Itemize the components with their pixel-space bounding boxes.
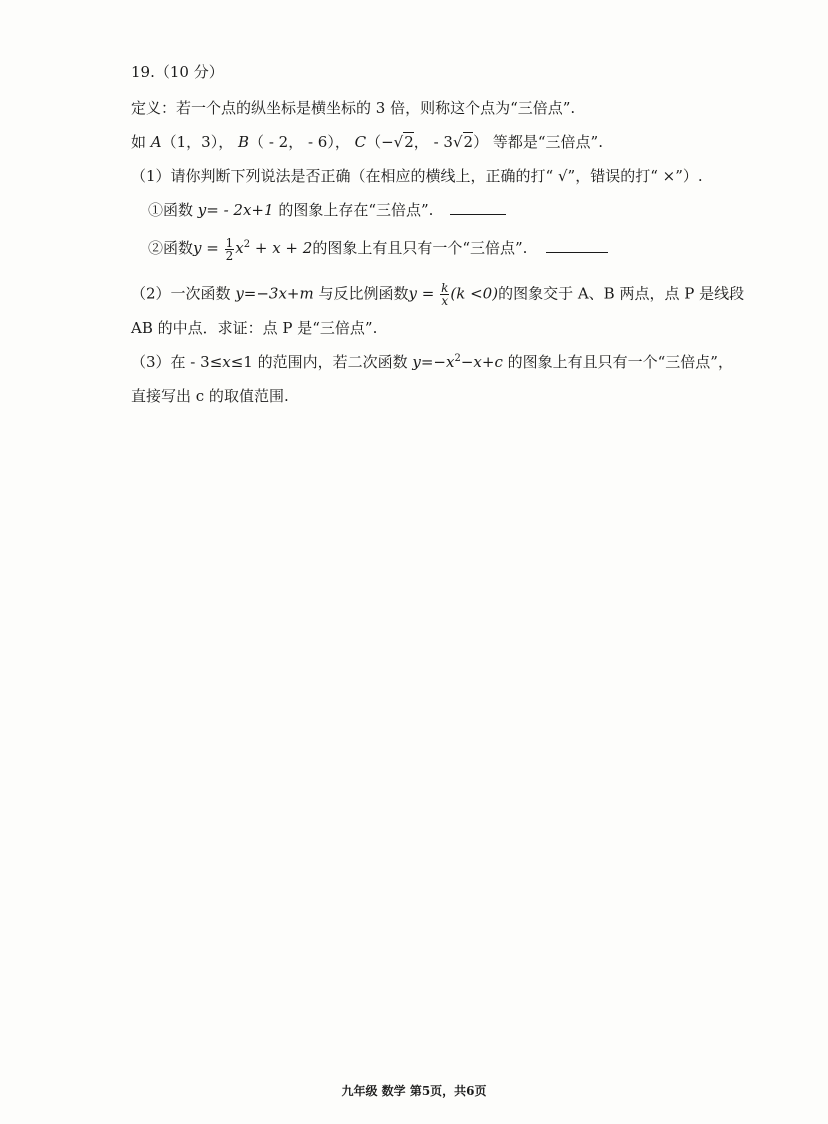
question-number: 19.（10 分） <box>131 63 224 81</box>
part2-frac-den: x <box>441 294 449 308</box>
part2-frac-num: k <box>441 281 449 295</box>
part2-fraction <box>440 282 449 307</box>
point-c-label: C <box>354 133 367 151</box>
part3-expr: y=−x <box>412 353 455 371</box>
part3-exponent: 2 <box>454 353 461 364</box>
answer-blank-1[interactable] <box>450 198 506 215</box>
example-line <box>131 132 603 152</box>
part3-mid: ≤1 的范围内，若二次函数 <box>230 353 413 371</box>
point-c-open: （−√ <box>366 133 404 151</box>
page-footer: 九年级 数学 第5页，共6页 <box>341 1084 487 1098</box>
part2-mid: 与反比例函数 <box>313 284 409 303</box>
point-c-radicand-1: 2 <box>404 133 414 151</box>
example-prefix: 如 <box>131 133 147 151</box>
part2-line1 <box>131 282 744 307</box>
part3-line1 <box>131 352 733 372</box>
item2-frac-num: 1 <box>225 235 234 250</box>
item2-prefix: ②函数 <box>148 239 194 257</box>
item2-exponent: 2 <box>243 239 251 250</box>
part3-expr2: −x+c <box>460 353 503 371</box>
item1-expression: y= - 2x+1 <box>197 201 274 219</box>
part2-suffix: 的图象交于 A、B 两点，点 P 是线段 <box>498 284 745 303</box>
item2-x: x <box>235 239 244 257</box>
point-c-radicand-2: 2 <box>463 133 474 151</box>
part1-intro: （1）请你判断下列说法是否正确（在相应的横线上，正确的打“ √”，错误的打“ ×”）. <box>131 167 703 185</box>
item2-fraction <box>225 237 235 262</box>
item1-suffix: 的图象上存在“三倍点”. <box>273 201 434 219</box>
item2-y: y = <box>193 239 224 257</box>
point-a-label: A <box>150 133 162 151</box>
point-c-close: ） <box>473 133 489 151</box>
point-b-coord: （ - 2， - 6）， <box>249 133 350 151</box>
part3-suffix: 的图象上有且只有一个“三倍点”， <box>502 353 733 371</box>
example-suffix: 等都是“三倍点”. <box>492 133 603 151</box>
part2-linear-expr: y=−3x+m <box>235 284 314 303</box>
point-b-label: B <box>238 133 250 151</box>
item2-frac-den: 2 <box>225 248 234 263</box>
point-c-mid: ， - 3√ <box>413 133 463 151</box>
point-a-coord: （1，3）， <box>161 133 234 151</box>
part2-y: y = <box>408 284 440 303</box>
item2-suffix: 的图象上有且只有一个“三倍点”. <box>312 239 528 257</box>
part1-item1 <box>148 198 506 220</box>
part2-prefix: （2）一次函数 <box>131 284 236 303</box>
part2-line2: AB 的中点．求证：点 P 是“三倍点”. <box>131 319 378 337</box>
definition-text: 定义：若一个点的纵坐标是横坐标的 3 倍，则称这个点为“三倍点”. <box>131 99 576 117</box>
part3-line2: 直接写出 c 的取值范围. <box>131 387 289 405</box>
item2-tail: + x + 2 <box>250 239 313 257</box>
part1-item2 <box>148 236 608 262</box>
part2-condition: (k <0) <box>450 284 499 303</box>
part3-x: x <box>222 353 231 371</box>
part3-prefix: （3）在 - 3≤ <box>131 353 223 371</box>
item1-prefix: ①函数 <box>148 201 198 219</box>
answer-blank-2[interactable] <box>546 236 608 253</box>
